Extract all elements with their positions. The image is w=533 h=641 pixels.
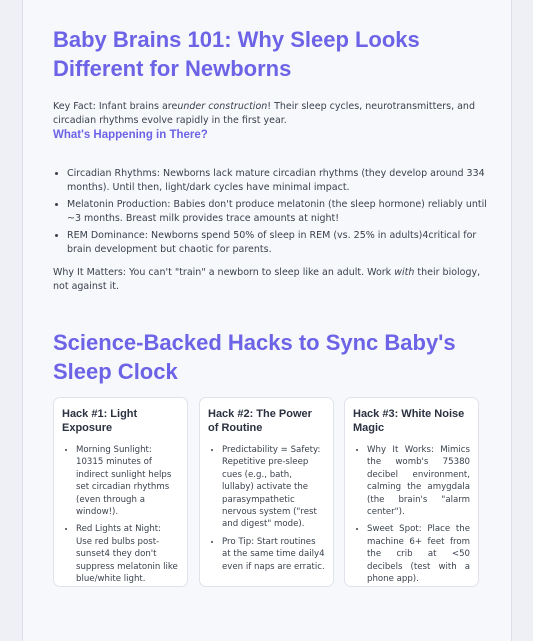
article-page <box>22 0 512 641</box>
key-fact-paragraph <box>53 100 488 128</box>
key-fact-lead: Infant brains are <box>98 101 178 112</box>
hack-item-label: Morning Sunlight: <box>76 445 152 455</box>
fact-item-melatonin <box>67 198 487 226</box>
hack-card-light <box>53 397 188 587</box>
hack-item <box>76 523 179 585</box>
hack-item-label: Why It Works: <box>367 445 434 455</box>
hack-card-title: Hack #1: Light Exposure <box>62 408 138 434</box>
fact-text: Babies don't produce melatonin (the sleep hormone) reliably until ~3 months. Breast milk provides trace amounts at night! <box>67 199 487 224</box>
hack-card-list <box>208 444 325 573</box>
why-matters-text-before: You can't "train" a newborn to sleep like an adult. Work <box>129 267 395 278</box>
fact-label: REM Dominance: <box>67 230 148 241</box>
hack-item-text: Mimics the womb's 75380 decibel environment, calming the amygdala (the brain's "alarm center"). <box>367 445 470 518</box>
fact-label: Circadian Rhythms: <box>67 168 160 179</box>
key-fact-label: Key Fact: <box>53 101 96 112</box>
fact-text: Newborns lack mature circadian rhythms (they develop around 334 months). Until then, light/dark cycles have minimal impact. <box>67 168 485 193</box>
why-matters-emphasis: with <box>394 267 415 278</box>
fact-label: Melatonin Production: <box>67 199 171 210</box>
facts-list <box>53 167 487 260</box>
hack-item-text: Repetitive pre-sleep cues (e.g., bath, lullaby) activate the parasympathetic nervous system ("rest and digest" mode). <box>222 457 317 530</box>
hack-item <box>367 523 470 585</box>
hack-card-list <box>62 444 179 585</box>
hack-item-label: Red Lights at Night: <box>76 524 162 535</box>
hack-item <box>222 536 325 573</box>
hack-item-text: Start routines at the same time daily4 even if naps are erratic. <box>222 536 325 572</box>
hack-card-routine <box>199 397 334 587</box>
hack-card-white-noise <box>344 397 479 587</box>
section-subtitle: What's Happening in There? <box>53 129 208 141</box>
hack-card-list <box>353 444 470 585</box>
hack-card-title: Hack #3: White Noise Magic <box>353 408 465 434</box>
why-it-matters-paragraph <box>53 266 483 294</box>
hack-card-title: Hack #2: The Power of Routine <box>208 408 312 434</box>
hack-item <box>367 444 470 518</box>
fact-text: Newborns spend 50% of sleep in REM (vs. 25% in adults)4critical for brain development but chaotic for parents. <box>67 230 477 255</box>
why-matters-text-after: their biology, not against it. <box>53 267 481 292</box>
hack-item-label: Pro Tip: <box>222 536 255 547</box>
hack-item <box>222 444 325 531</box>
hack-item-label: Predictability = Safety: <box>222 445 321 455</box>
why-matters-label: Why It Matters: <box>53 267 126 278</box>
page-title: Baby Brains 101: Why Sleep Looks Different for Newborns <box>53 27 420 81</box>
fact-item-circadian <box>67 167 487 195</box>
hacks-heading: Science-Backed Hacks to Sync Baby's Sleep Clock <box>53 330 456 384</box>
fact-item-rem <box>67 229 487 257</box>
hack-item <box>76 444 179 518</box>
hack-item-text: Use red bulbs post-sunset4 they don't suppress melatonin like blue/white light. <box>76 536 178 585</box>
key-fact-rest: ! Their sleep cycles, neurotransmitters, and circadian rhythms evolve rapidly in the first year. <box>53 101 475 126</box>
key-fact-emphasis: under construction <box>177 101 268 112</box>
hack-item-label: Sweet Spot: <box>367 524 422 535</box>
hack-item-text: Place the machine 6+ feet from the crib at <50 decibels (test with a phone app). <box>367 524 471 585</box>
hack-item-text: 10315 minutes of indirect sunlight helps set circadian rhythms (even through a window!). <box>76 457 172 518</box>
